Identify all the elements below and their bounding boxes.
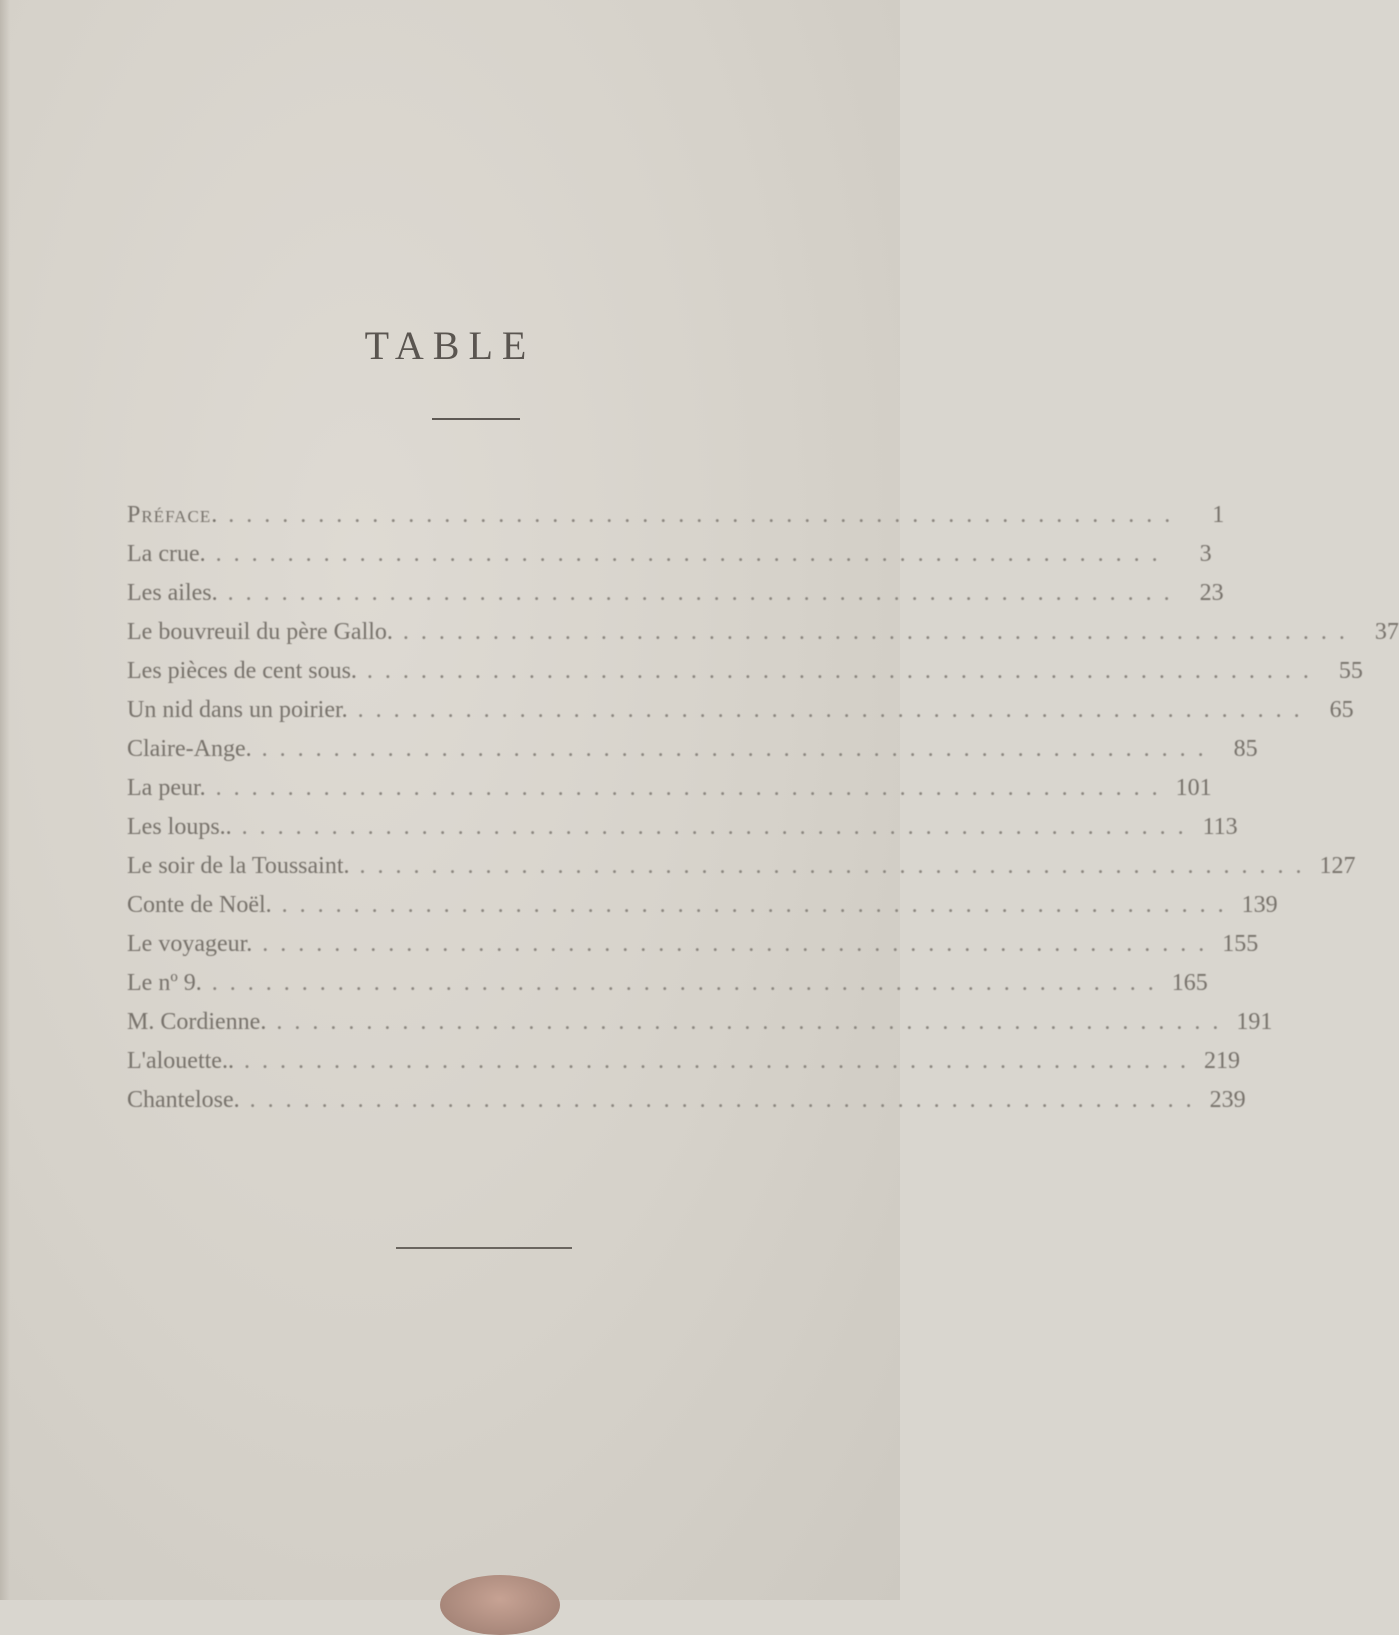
toc-entry-title: Claire-Ange. bbox=[127, 736, 252, 762]
closing-rule bbox=[396, 1247, 572, 1249]
toc-entry-title: Les pièces de cent sous. bbox=[127, 658, 357, 684]
dot-leader: ..................................................... bbox=[402, 619, 1357, 645]
dot-leader: ..................................................... bbox=[215, 775, 1170, 801]
toc-entry-title: Les ailes. bbox=[127, 580, 218, 606]
toc-entry-title: M. Cordienne. bbox=[127, 1009, 267, 1035]
dot-leader: ..................................................... bbox=[261, 736, 1216, 762]
toc-entry-page: 219 bbox=[1203, 1048, 1240, 1074]
dot-leader: ..................................................... bbox=[241, 814, 1196, 840]
dot-leader: ..................................................... bbox=[228, 502, 1183, 528]
toc-entry-page: 55 bbox=[1338, 658, 1363, 684]
dot-leader: ..................................................... bbox=[359, 853, 1314, 879]
toc-entry-title: Le voyageur. bbox=[127, 931, 253, 957]
toc-entry bbox=[127, 892, 1278, 931]
toc-entry bbox=[127, 931, 1259, 970]
toc-entry bbox=[127, 1009, 1273, 1048]
toc-entry bbox=[127, 619, 1399, 658]
toc-entry-title: Le bouvreuil du père Gallo. bbox=[127, 619, 393, 645]
toc-entry bbox=[127, 1048, 1240, 1087]
toc-entry-title: La peur. bbox=[127, 775, 206, 801]
toc-entry-page: 165 bbox=[1171, 970, 1208, 996]
toc-entry bbox=[127, 580, 1224, 619]
toc-entry-page: 37 bbox=[1374, 619, 1399, 645]
dot-leader: ..................................................... bbox=[243, 1048, 1198, 1074]
toc-entry-title: L'alouette.. bbox=[127, 1048, 234, 1074]
toc-entry-title: Le soir de la Toussaint. bbox=[127, 853, 350, 879]
toc-entry bbox=[127, 853, 1356, 892]
toc-entry bbox=[127, 970, 1208, 1009]
toc-entry-page: 155 bbox=[1222, 931, 1259, 957]
dot-leader: ..................................................... bbox=[249, 1087, 1204, 1113]
table-of-contents bbox=[127, 502, 1399, 1126]
toc-entry bbox=[127, 697, 1354, 736]
toc-entry-title: Le nº 9. bbox=[127, 970, 202, 996]
toc-entry-page: 101 bbox=[1175, 775, 1212, 801]
toc-entry-page: 113 bbox=[1202, 814, 1238, 840]
page-title: TABLE bbox=[364, 323, 536, 368]
dot-leader: ..................................................... bbox=[262, 931, 1217, 957]
dot-leader: ..................................................... bbox=[357, 697, 1312, 723]
dot-leader: ..................................................... bbox=[215, 541, 1170, 567]
title-rule bbox=[432, 418, 520, 420]
toc-entry bbox=[127, 541, 1212, 580]
toc-entry-title: La crue. bbox=[127, 541, 206, 567]
toc-entry-page: 23 bbox=[1199, 580, 1224, 606]
toc-entry-page: 65 bbox=[1329, 697, 1354, 723]
dot-leader: ..................................................... bbox=[281, 892, 1236, 918]
toc-entry bbox=[127, 502, 1225, 541]
toc-entry-page: 191 bbox=[1236, 1009, 1273, 1035]
toc-entry bbox=[127, 1087, 1246, 1126]
toc-entry-title: Les loups.. bbox=[127, 814, 232, 840]
toc-entry-page: 239 bbox=[1209, 1087, 1246, 1113]
dot-leader: ..................................................... bbox=[366, 658, 1321, 684]
toc-entry bbox=[127, 814, 1238, 853]
fingertip bbox=[440, 1575, 560, 1635]
toc-entry-title: Conte de Noël. bbox=[127, 892, 272, 918]
toc-entry-title: Un nid dans un poirier. bbox=[127, 697, 348, 723]
dot-leader: ..................................................... bbox=[211, 970, 1166, 996]
page-edge-shadow bbox=[0, 0, 10, 1600]
toc-entry-page: 127 bbox=[1319, 853, 1356, 879]
toc-entry-page: 1 bbox=[1212, 502, 1225, 528]
dot-leader: ..................................................... bbox=[276, 1009, 1231, 1035]
toc-entry-page: 85 bbox=[1233, 736, 1258, 762]
toc-entry-title: Préface. bbox=[127, 502, 219, 528]
toc-entry bbox=[127, 658, 1363, 697]
dot-leader: ..................................................... bbox=[227, 580, 1182, 606]
toc-entry-page: 139 bbox=[1241, 892, 1278, 918]
toc-entry-title: Chantelose. bbox=[127, 1087, 240, 1113]
toc-entry-page: 3 bbox=[1199, 541, 1212, 567]
toc-entry bbox=[127, 775, 1212, 814]
toc-entry bbox=[127, 736, 1258, 775]
